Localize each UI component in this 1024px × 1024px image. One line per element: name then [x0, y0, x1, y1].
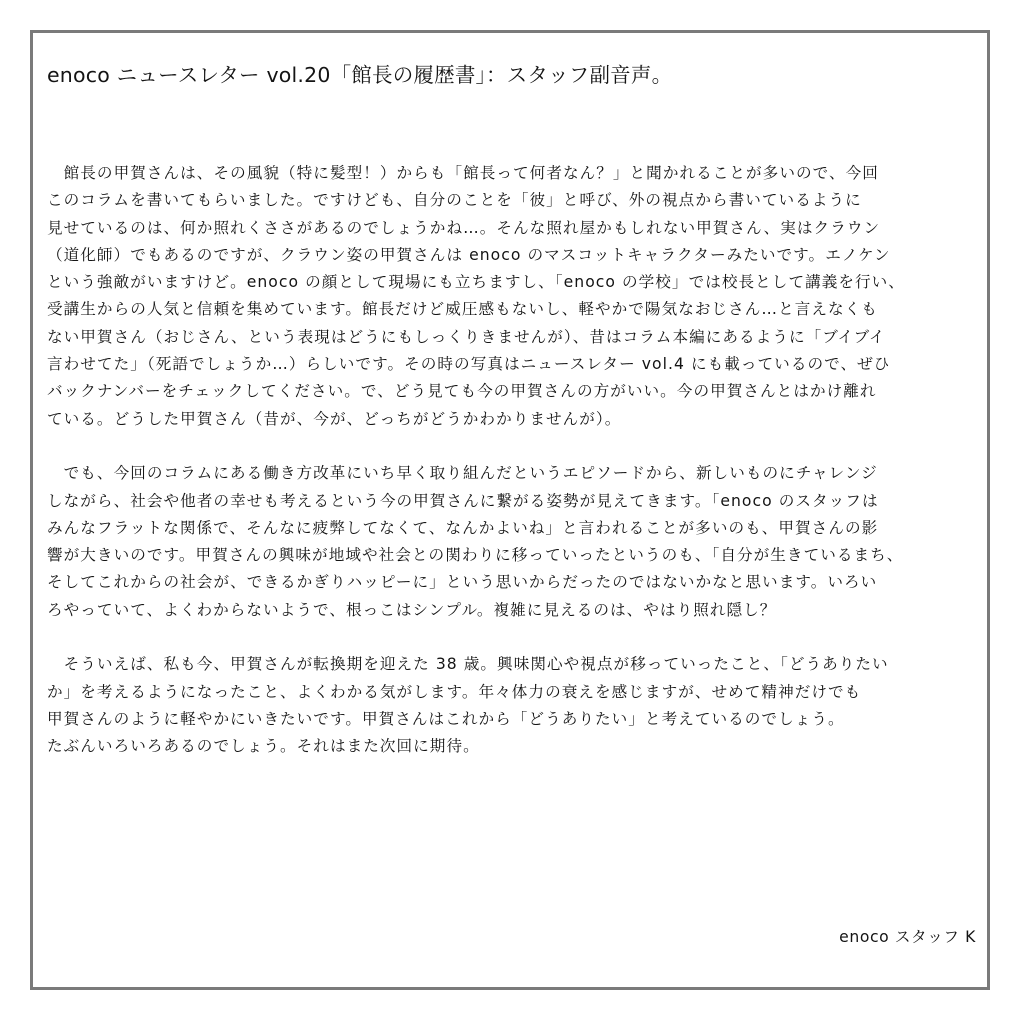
paragraph-line: そういえば、私も今、甲賀さんが転換期を迎えた 38 歳。興味関心や視点が移っていったこと、「どうありたい: [47, 655, 889, 674]
paragraph-line: ろやっていて、よくわからないようで、根っこはシンプル。複雑に見えるのは、やはり照れ隠し？: [47, 600, 777, 619]
paragraph-line: たぶんいろいろあるのでしょう。それはまた次回に期待。: [47, 737, 480, 756]
paragraph-line: ない甲賀さん（おじさん、という表現はどうにもしっくりきませんが）、昔はコラム本編にあるように「ブイブイ: [47, 327, 886, 346]
paragraph-2: [47, 460, 982, 624]
paragraph-1: [47, 160, 982, 433]
author-signature: enoco スタッフ K: [839, 928, 976, 946]
paragraph-line: でも、今回のコラムにある働き方改革にいち早く取り組んだというエピソードから、新しいものにチャレンジ: [47, 464, 878, 483]
paragraph-line: か」を考えるようになったこと、よくわかる気がします。年々体力の衰えを感じますが、せめて精神だけでも: [47, 682, 862, 701]
paragraph-line: （道化師）でもあるのですが、クラウン姿の甲賀さんは enoco のマスコットキャラクターみたいです。エノケン: [47, 245, 891, 264]
article-body: [47, 160, 982, 761]
paragraph-line: 響が大きいのです。甲賀さんの興味が地域や社会との関わりに移っていったというのも、「自分が生きているまち、: [47, 546, 904, 565]
paragraph-line: という強敵がいますけど。enoco の顔として現場にも立ちますし、「enoco の学校」では校長として講義を行い、: [47, 273, 905, 292]
paragraph-line: 言わせてた」（死語でしょうか…）らしいです。その時の写真はニュースレター vol.4 にも載っているので、ぜひ: [47, 355, 891, 374]
paragraph-line: みんなフラットな関係で、そんなに疲弊してなくて、なんかよいね」と言われることが多いのも、甲賀さんの影: [47, 518, 879, 537]
paragraph-spacer: [47, 624, 982, 651]
paragraph-line: バックナンバーをチェックしてください。で、どう見ても今の甲賀さんの方がいい。今の甲賀さんとはかけ離れ: [47, 382, 877, 401]
paragraph-line: 受講生からの人気と信頼を集めています。館長だけど威圧感もないし、軽やかで陽気なおじさん…と言えなくも: [47, 300, 878, 319]
paragraph-line: このコラムを書いてもらいました。ですけども、自分のことを「彼」と呼び、外の視点から書いているように: [47, 191, 862, 210]
paragraph-line: 館長の甲賀さんは、その風貌（特に髪型！）からも「館長って何者なん？」と聞かれることが多いので、今回: [47, 164, 879, 182]
paragraph-3: [47, 651, 982, 760]
paragraph-line: しながら、社会や他者の幸せも考えるという今の甲賀さんに繋がる姿勢が見えてきます。「enoco のスタッフは: [47, 491, 879, 510]
paragraph-spacer: [47, 433, 982, 460]
paragraph-line: 甲賀さんのように軽やかにいきたいです。甲賀さんはこれから「どうありたい」と考えているのでしょう。: [47, 709, 845, 728]
paragraph-line: そしてこれからの社会が、できるかぎりハッピーに」という思いからだったのではないかなと思います。いろい: [47, 573, 878, 592]
paragraph-line: 見せているのは、何か照れくささがあるのでしょうかね…。そんな照れ屋かもしれない甲賀さん、実はクラウン: [47, 218, 881, 237]
paragraph-line: ている。どうした甲賀さん（昔が、今が、どっちがどうかわかりませんが）。: [47, 409, 622, 428]
page-title: enoco ニュースレター vol.20「館長の履歴書」：スタッフ副音声。: [47, 63, 673, 87]
